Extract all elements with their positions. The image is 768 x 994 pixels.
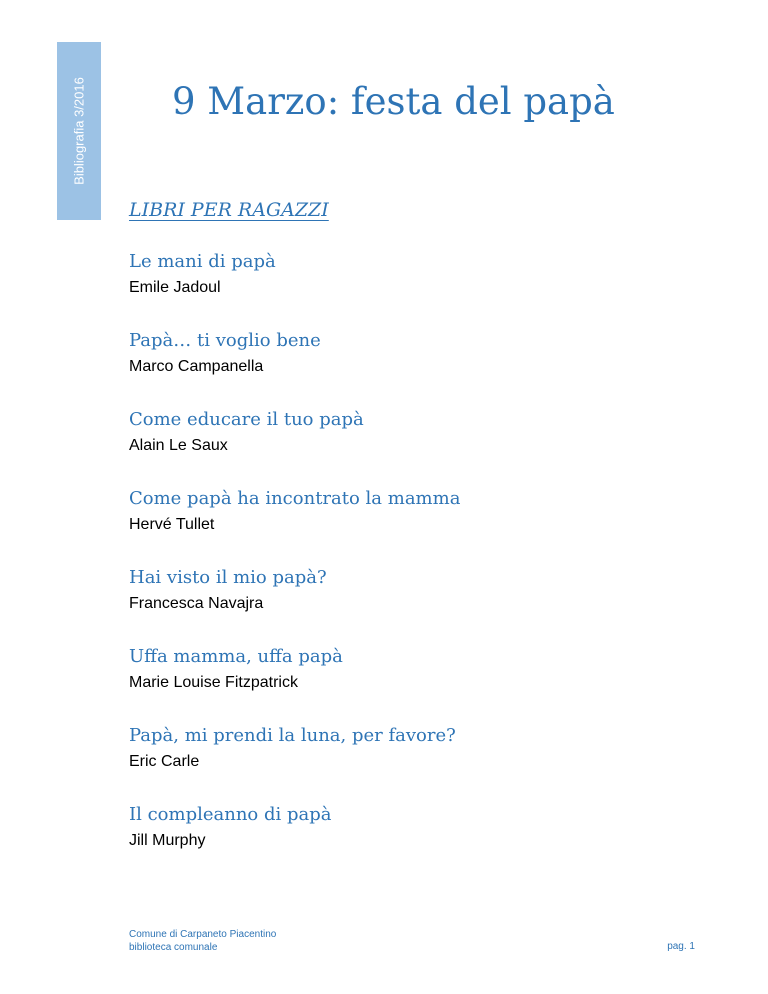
book-item xyxy=(129,408,460,487)
bibliography-label: Bibliografia 3/2016 xyxy=(71,77,87,185)
book-item xyxy=(129,250,460,329)
book-item xyxy=(129,803,460,882)
section-heading: LIBRI PER RAGAZZI xyxy=(129,199,329,221)
book-title: Papà, mi prendi la luna, per favore? xyxy=(129,725,456,746)
page-title: 9 Marzo: festa del papà xyxy=(172,80,615,123)
book-author: Hervé Tullet xyxy=(129,516,215,533)
book-author: Marco Campanella xyxy=(129,358,264,375)
book-item xyxy=(129,566,460,645)
book-item xyxy=(129,724,460,803)
book-item xyxy=(129,487,460,566)
book-author: Eric Carle xyxy=(129,753,200,770)
page-number: pag. 1 xyxy=(667,941,695,952)
footer-department: biblioteca comunale xyxy=(129,942,218,953)
book-author: Alain Le Saux xyxy=(129,437,228,454)
book-author: Emile Jadoul xyxy=(129,279,221,296)
book-author: Jill Murphy xyxy=(129,832,206,849)
footer-library-info xyxy=(129,928,276,954)
book-title: Uffa mamma, uffa papà xyxy=(129,646,343,667)
bibliography-side-tab xyxy=(57,42,101,220)
book-title: Come papà ha incontrato la mamma xyxy=(129,488,461,509)
book-list xyxy=(129,250,460,882)
footer-organization: Comune di Carpaneto Piacentino xyxy=(129,929,277,940)
book-title: Il compleanno di papà xyxy=(129,804,332,825)
book-item xyxy=(129,329,460,408)
book-title: Hai visto il mio papà? xyxy=(129,567,327,588)
book-item xyxy=(129,645,460,724)
book-title: Le mani di papà xyxy=(129,251,276,272)
book-title: Come educare il tuo papà xyxy=(129,409,364,430)
book-title: Papà… ti voglio bene xyxy=(129,330,321,351)
book-author: Marie Louise Fitzpatrick xyxy=(129,674,298,691)
book-author: Francesca Navajra xyxy=(129,595,264,612)
